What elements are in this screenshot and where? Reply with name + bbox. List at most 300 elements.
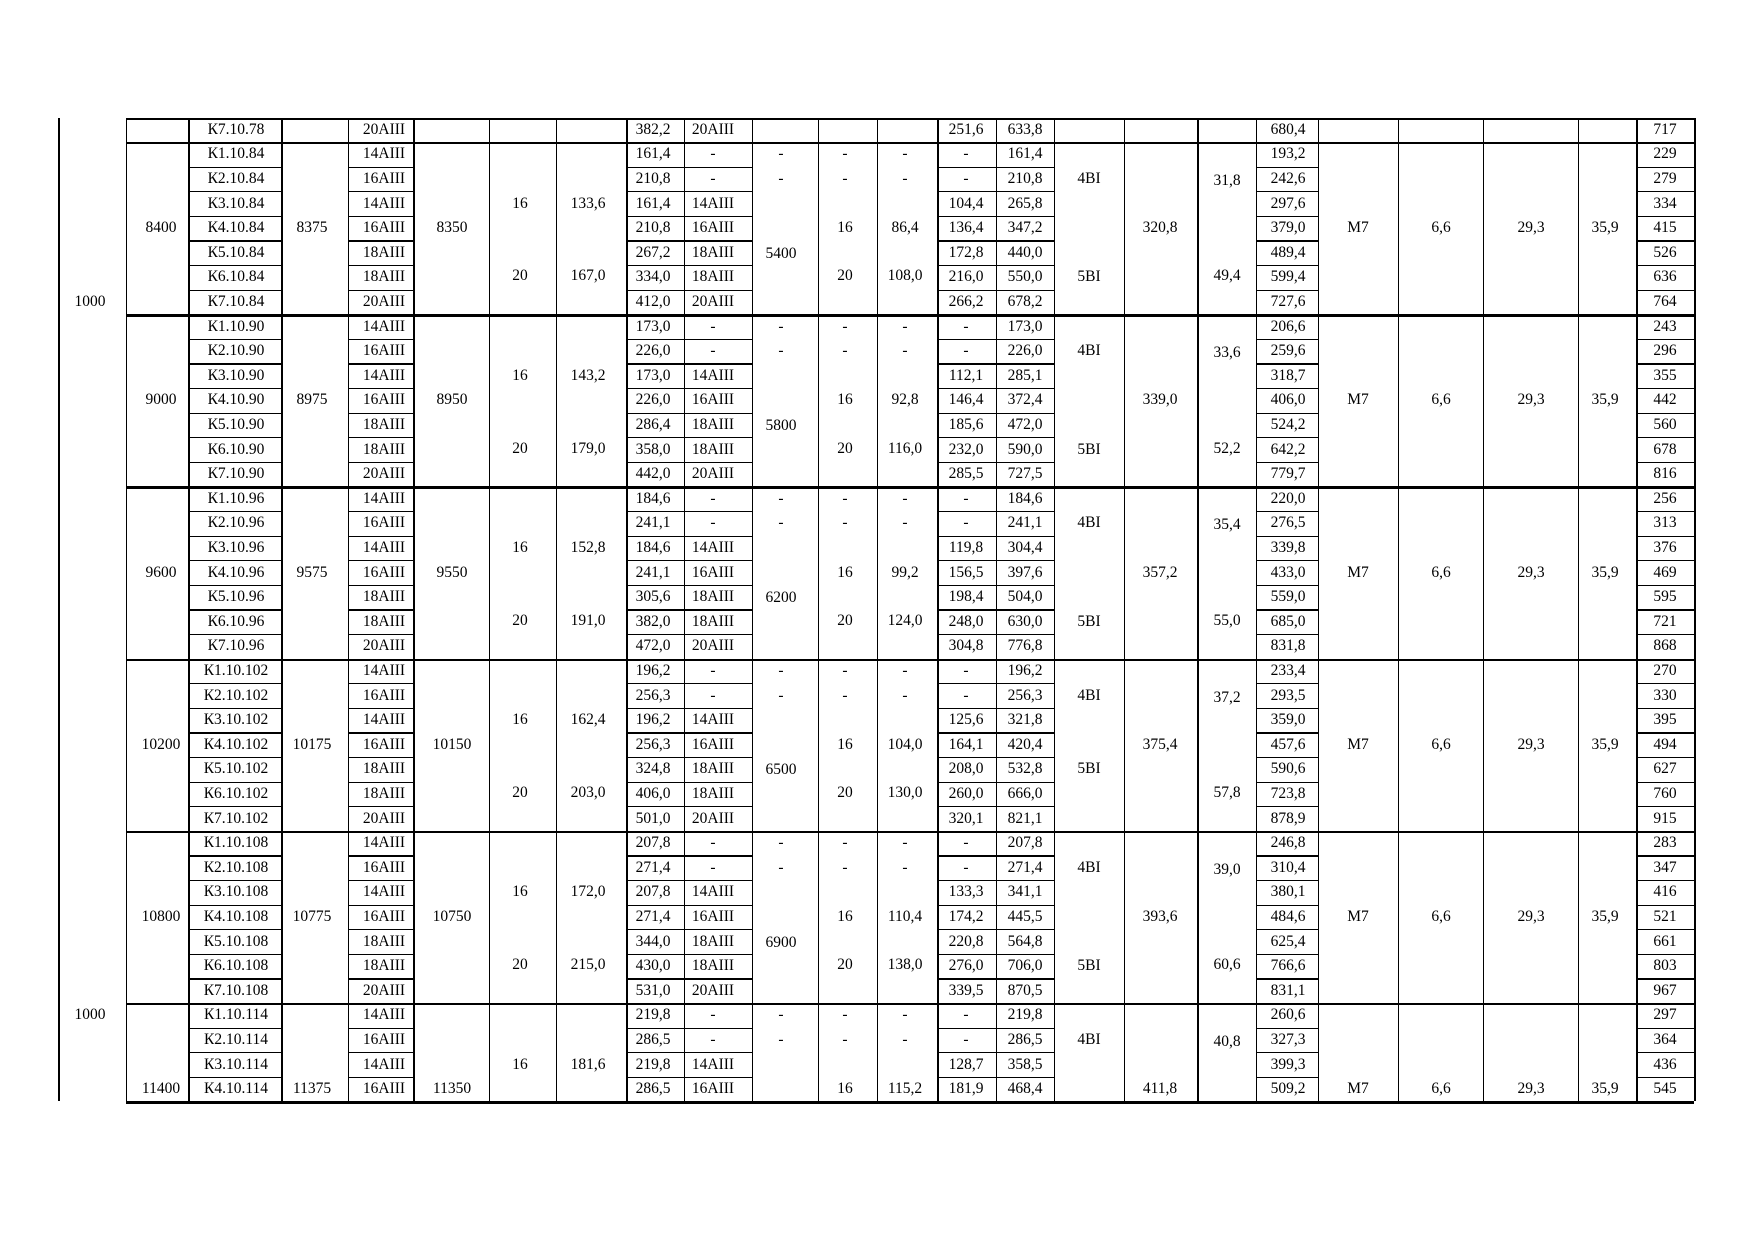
value-cell: 590,0 [1007,440,1043,458]
value-cell: 318,7 [1270,366,1306,384]
grid-line [626,191,684,192]
side-label: 1000 [74,1006,106,1024]
grid-line [684,413,752,414]
value-cell: 172,8 [948,243,984,261]
value-cell: 193,2 [1270,145,1306,163]
grid-line [684,290,752,291]
value-cell: 524,2 [1270,415,1306,433]
grid-line [937,1028,996,1029]
value-cell: 191,0 [570,611,606,629]
mass-cell: 334 [1653,194,1677,212]
grid-line [348,437,413,438]
mass-cell: 270 [1653,661,1677,679]
grid-line [126,1003,1694,1005]
rebar-cell: - [710,1030,716,1048]
value-cell: 339,5 [948,981,984,999]
grid-line [1256,634,1318,635]
mass-cell: 627 [1653,760,1677,778]
value-cell: 706,0 [1007,957,1043,975]
grid-line [1256,782,1318,783]
grid-line [1483,118,1484,1101]
value-cell: - [778,169,784,187]
value-cell: 440,0 [1007,243,1043,261]
grid-line [996,634,1054,635]
mass-cell: 376 [1653,538,1677,556]
rebar-cell: 20АIII [691,809,735,827]
grid-line [1636,1052,1694,1053]
grid-line [684,880,752,881]
grid-line [996,782,1054,783]
rebar-cell: 14АIII [362,711,406,729]
grid-line [1256,1052,1318,1053]
grid-line [996,462,1054,463]
grid-line [626,290,684,291]
grid-line [1256,855,1318,856]
value-cell: 115,2 [887,1080,923,1098]
grid-line [626,929,684,930]
mark-cell: К3.10.114 [203,1055,269,1073]
grid-line [996,708,1054,709]
grid-line [1197,118,1199,1101]
mark-cell: К4.10.108 [203,907,269,925]
value-cell: 161,4 [1007,145,1043,163]
mass-cell: 469 [1653,563,1677,581]
value-cell: 143,2 [570,366,606,384]
value-cell: 207,8 [635,883,671,901]
value-cell: 16 [512,711,528,729]
grid-line [126,1101,1694,1103]
value-cell: 124,0 [887,611,923,629]
grid-line [996,290,1054,291]
grid-line [348,339,413,340]
value-cell: 110,4 [887,907,923,925]
value-cell: 380,1 [1270,883,1306,901]
value-cell: - [963,489,969,507]
value-cell: - [842,342,848,360]
mass-cell: 816 [1653,465,1677,483]
value-cell: 509,2 [1270,1080,1306,1098]
value-cell: 174,2 [948,907,984,925]
value-cell: 241,1 [1007,514,1043,532]
grid-line [937,782,996,783]
grid-line [348,1052,413,1053]
value-cell: 185,6 [948,415,984,433]
value-cell: 358,0 [635,440,671,458]
value-cell: 20 [837,439,853,457]
value-cell: 181,9 [948,1080,984,1098]
grid-line [348,634,413,635]
value-cell: 196,2 [635,711,671,729]
rebar-cell: - [710,661,716,679]
rebar-cell: - [710,686,716,704]
value-cell: 6,6 [1431,563,1451,581]
mark-cell: К6.10.108 [203,957,269,975]
value-cell: 6,6 [1431,907,1451,925]
bolt-cell: М7 [1347,391,1369,409]
grid-line [188,683,281,684]
value-cell: 630,0 [1007,612,1043,630]
mark-cell: К1.10.96 [207,489,265,507]
value-cell: 173,0 [635,366,671,384]
value-cell: 55,0 [1213,611,1241,629]
length-cell: 9600 [145,563,177,581]
grid-line [937,462,996,463]
grid-line [996,265,1054,266]
mass-cell: 415 [1653,219,1677,237]
grid-line [413,118,415,1101]
value-cell: 16 [512,883,528,901]
grid-line [1636,363,1694,364]
grid-line [937,167,996,168]
value-cell: 92,8 [891,391,919,409]
grid-line [937,855,996,856]
rebar-cell: 16АIII [362,735,406,753]
mark-cell: К7.10.90 [207,465,265,483]
value-cell: 297,6 [1270,194,1306,212]
mass-cell: 678 [1653,440,1677,458]
grid-line [126,118,127,1101]
value-cell: 344,0 [635,932,671,950]
rebar-cell: 18АIII [362,612,406,630]
value-cell: 433,0 [1270,563,1306,581]
class-cell: 4ВI [1077,858,1101,876]
value-cell: 271,4 [635,907,671,925]
value-cell: 305,6 [635,588,671,606]
grid-line [937,240,996,241]
grid-line [684,1028,752,1029]
grid-line [188,1052,281,1053]
mass-cell: 279 [1653,169,1677,187]
grid-line [1256,806,1318,807]
value-cell: 20 [512,783,528,801]
value-cell: 35,9 [1591,563,1619,581]
mark-cell: К5.10.108 [203,932,269,950]
rebar-cell: 20АIII [362,121,406,138]
value-cell: 870,5 [1007,981,1043,999]
mass-cell: 442 [1653,391,1677,409]
value-cell: 146,4 [948,391,984,409]
value-cell: 504,0 [1007,588,1043,606]
value-cell: 20 [512,267,528,285]
value-cell: - [842,514,848,532]
value-cell: 184,6 [1007,489,1043,507]
grid-line [1578,118,1579,1101]
grid-line [1256,732,1318,733]
grid-line [58,118,60,1101]
rebar-cell: - [710,169,716,187]
grid-line [188,240,281,241]
value-cell: 531,0 [635,981,671,999]
rebar-cell: 14АIII [362,834,406,852]
mass-cell: 355 [1653,366,1677,384]
grid-line [1256,216,1318,217]
grid-line [996,511,1054,512]
value-cell: 20 [837,783,853,801]
grid-line [1256,265,1318,266]
grid-line [684,683,752,684]
value-cell: 198,4 [948,588,984,606]
grid-line [996,388,1054,389]
mass-cell: 313 [1653,514,1677,532]
value-cell: 49,4 [1213,267,1241,285]
grid-line [126,486,1694,488]
rebar-cell: 14АIII [362,538,406,556]
rebar-cell: 16АIII [691,391,735,409]
rebar-cell: 18АIII [691,588,735,606]
value-cell: - [778,489,784,507]
mass-cell: 967 [1653,981,1677,999]
value-cell: - [963,317,969,335]
value-cell: 232,0 [948,440,984,458]
grid-line [1124,118,1125,1101]
value-cell: - [963,1030,969,1048]
grid-line [1256,388,1318,389]
grid-line [996,905,1054,906]
mass-cell: 436 [1653,1055,1677,1073]
value-cell: 11350 [432,1080,472,1098]
grid-line [348,363,413,364]
value-cell: 181,6 [570,1055,606,1073]
grid-line [684,1052,752,1053]
value-cell: 678,2 [1007,292,1043,310]
value-cell: 532,8 [1007,760,1043,778]
value-cell: - [902,514,908,532]
value-cell: 341,1 [1007,883,1043,901]
grid-line [684,634,752,635]
grid-line [1636,585,1694,586]
value-cell: 184,6 [635,489,671,507]
grid-line [1398,118,1399,1101]
grid-line [684,806,752,807]
rebar-cell: - [710,317,716,335]
value-cell: 20 [837,611,853,629]
value-cell: 179,0 [570,439,606,457]
value-cell: 20 [512,611,528,629]
mass-cell: 521 [1653,907,1677,925]
value-cell: 16 [512,1055,528,1073]
grid-line [188,437,281,438]
grid-line [1256,290,1318,291]
class-cell: 4ВI [1077,342,1101,360]
value-cell: - [842,489,848,507]
grid-line [996,855,1054,856]
bolt-cell: М7 [1347,907,1369,925]
grid-line [626,782,684,783]
value-cell: 685,0 [1270,612,1306,630]
length-cell: 11400 [141,1080,181,1098]
value-cell: 6,6 [1431,1080,1451,1098]
value-cell: 136,4 [948,219,984,237]
grid-line [626,732,684,733]
rebar-cell: 18АIII [362,932,406,950]
rebar-cell: 16АIII [362,907,406,925]
value-cell: 207,8 [1007,834,1043,852]
rebar-cell: 16АIII [362,1080,406,1098]
grid-line [684,732,752,733]
grid-line [626,609,684,610]
value-cell: 152,8 [570,538,606,556]
value-cell: - [902,169,908,187]
grid-line [626,388,684,389]
grid-line [996,609,1054,610]
grid-line [1636,216,1694,217]
mark-cell: К2.10.108 [203,858,269,876]
value-cell: 210,8 [1007,169,1043,187]
value-cell: 208,0 [948,760,984,778]
rebar-cell: - [710,1006,716,1024]
value-cell: - [963,169,969,187]
grid-line [684,929,752,930]
value-cell: - [778,317,784,335]
mass-cell: 803 [1653,957,1677,975]
value-cell: - [902,342,908,360]
rebar-cell: - [710,514,716,532]
grid-line [348,732,413,733]
value-cell: 8950 [436,391,468,409]
grid-line [626,683,684,684]
value-cell: 128,7 [948,1055,984,1073]
mass-cell: 545 [1653,1080,1677,1098]
grid-line [556,118,557,1101]
grid-line [937,191,996,192]
grid-line [188,339,281,340]
value-cell: 226,0 [1007,342,1043,360]
grid-line [1256,708,1318,709]
value-cell: 6,6 [1431,219,1451,237]
value-cell: - [902,145,908,163]
grid-line [1256,880,1318,881]
value-cell: 727,6 [1270,292,1306,310]
grid-line [937,413,996,414]
grid-line [188,782,281,783]
grid-line [348,191,413,192]
value-cell: - [963,858,969,876]
grid-line [126,831,1694,833]
rebar-cell: 20АIII [362,292,406,310]
class-cell: 4ВI [1077,169,1101,187]
grid-line [684,265,752,266]
grid-line [996,1077,1054,1078]
value-cell: 267,2 [635,243,671,261]
grid-line [1636,511,1694,512]
grid-line [1636,708,1694,709]
value-cell: 215,0 [570,956,606,974]
value-cell: 57,8 [1213,783,1241,801]
grid-line [1636,1028,1694,1029]
value-cell: 16 [837,391,853,409]
grid-line [188,757,281,758]
value-cell: - [963,342,969,360]
length-cell: 10800 [141,907,181,925]
class-cell: 5ВI [1077,440,1101,458]
value-cell: 285,1 [1007,366,1043,384]
grid-line [626,265,684,266]
rebar-cell: 16АIII [691,907,735,925]
value-cell: - [842,1030,848,1048]
value-cell: 108,0 [887,267,923,285]
rebar-cell: 16АIII [362,858,406,876]
grid-line [188,511,281,512]
value-cell: 35,9 [1591,735,1619,753]
value-cell: 727,5 [1007,465,1043,483]
value-cell: - [902,661,908,679]
grid-line [348,585,413,586]
rebar-cell: 14АIII [362,489,406,507]
value-cell: 241,1 [635,563,671,581]
grid-line [996,536,1054,537]
grid-line [188,732,281,733]
value-cell: 379,0 [1270,219,1306,237]
value-cell: 116,0 [887,439,923,457]
grid-line [188,1077,281,1078]
grid-line [937,560,996,561]
value-cell: - [902,858,908,876]
rebar-cell: 14АIII [362,366,406,384]
value-cell: 31,8 [1213,171,1241,189]
value-cell: 472,0 [635,637,671,655]
grid-line [489,118,490,1101]
value-cell: 276,5 [1270,514,1306,532]
length-cell: 8400 [145,219,177,237]
rebar-cell: 18АIII [362,440,406,458]
value-cell: - [842,686,848,704]
grid-line [126,659,1694,661]
rebar-cell: 18АIII [691,415,735,433]
grid-line [626,905,684,906]
grid-line [684,167,752,168]
value-cell: 219,8 [635,1055,671,1073]
grid-line [626,757,684,758]
grid-line [937,363,996,364]
value-cell: 339,0 [1142,391,1178,409]
value-cell: 442,0 [635,465,671,483]
mark-cell: К1.10.114 [203,1006,269,1024]
value-cell: - [963,514,969,532]
grid-line [1636,905,1694,906]
value-cell: 138,0 [887,956,923,974]
value-cell: 327,3 [1270,1030,1306,1048]
mass-cell: 526 [1653,243,1677,261]
rebar-cell: 14АIII [691,366,735,384]
value-cell: 256,3 [1007,686,1043,704]
value-cell: - [778,342,784,360]
value-cell: 625,4 [1270,932,1306,950]
value-cell: 489,4 [1270,243,1306,261]
value-cell: 220,8 [948,932,984,950]
value-cell: 723,8 [1270,784,1306,802]
mark-cell: К3.10.102 [203,711,269,729]
value-cell: 406,0 [1270,391,1306,409]
grid-line [126,142,1694,144]
grid-line [626,708,684,709]
rebar-cell: 16АIII [362,219,406,237]
mark-cell: К7.10.102 [203,809,269,827]
grid-line [1636,560,1694,561]
grid-line [996,880,1054,881]
mark-cell: К6.10.102 [203,784,269,802]
grid-line [626,511,684,512]
grid-line [1636,437,1694,438]
value-cell: 99,2 [891,563,919,581]
rebar-cell: 16АIII [362,391,406,409]
value-cell: 472,0 [1007,415,1043,433]
grid-line [626,585,684,586]
value-cell: - [963,661,969,679]
grid-line [348,413,413,414]
mark-cell: К2.10.84 [207,169,265,187]
value-cell: - [842,145,848,163]
side-label: 1000 [74,292,106,310]
